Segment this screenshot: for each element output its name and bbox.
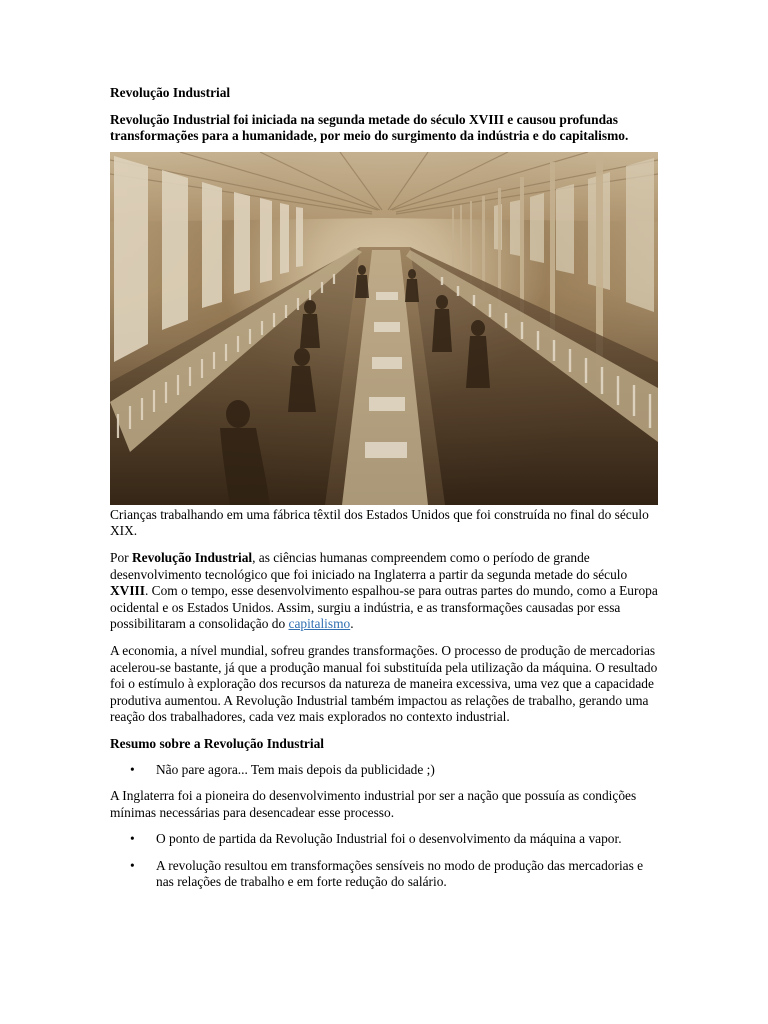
paragraph-economy: A economia, a nível mundial, sofreu grandes transformações. O processo de produção de mercadorias acelerou-se bastante, já que a produção manual foi substituída pela utilização da máquina. O resultado foi o estímulo à exploração dos recursos da natureza de maneira excessiva, uma vez que a capacidade produtiva aumentou. A Revolução Industrial também impactou as relações de trabalho, gerando uma reação dos trabalhadores, cada vez mais explorados no contexto industrial. (110, 642, 658, 725)
paragraph-england: A Inglaterra foi a pioneira do desenvolvimento industrial por ser a nação que possuía as condições mínimas necessárias para desencadear esse processo. (110, 788, 637, 820)
paragraph-definition-intro: Por (110, 549, 132, 565)
article-lead: Revolução Industrial foi iniciada na segunda metade do século XVIII e causou profundas transformações para a humanidade, por meio do surgimento da indústria e do capitalismo. (110, 111, 629, 144)
summary-list-second (110, 831, 658, 891)
list-item (110, 858, 658, 891)
term-century: XVIII (110, 583, 145, 599)
list-item (110, 831, 658, 848)
photo-caption: Crianças trabalhando em uma fábrica têxtil dos Estados Unidos que foi construída no final do século XIX. (110, 506, 649, 539)
document-page (110, 85, 658, 901)
capitalismo-link[interactable]: capitalismo (288, 616, 351, 632)
summary-heading: Resumo sobre a Revolução Industrial (110, 735, 325, 751)
term-revolucao-industrial: Revolução Industrial (131, 549, 253, 565)
list-item (110, 762, 658, 779)
paragraph-definition-body: , as ciências humanas compreendem como o período de grande desenvolvimento tecnológico que foi iniciado na Inglaterra a partir da segunda metade do século (110, 549, 628, 582)
paragraph-definition (110, 550, 658, 633)
textile-factory-photo (110, 152, 658, 505)
list-item-text: Não pare agora... Tem mais depois da publicidade ;) (156, 761, 435, 777)
list-item-text: A revolução resultou em transformações sensíveis no modo de produção das mercadorias e nas relações de trabalho e em forte redução do salário. (156, 857, 644, 890)
textile-factory-illustration (110, 152, 658, 505)
list-item-text: O ponto de partida da Revolução Industrial foi o desenvolvimento da máquina a vapor. (156, 831, 622, 847)
bullet-marker: • (130, 761, 135, 777)
summary-list-first (110, 762, 658, 779)
bullet-marker: • (130, 857, 135, 873)
paragraph-definition-end: . (350, 616, 354, 632)
article-title: Revolução Industrial (110, 85, 231, 100)
paragraph-definition-continuation: . Com o tempo, esse desenvolvimento espalhou-se para outras partes do mundo, como a Europa ocidental e os Estados Unidos. Assim, surgiu a indústria, e as transformações causadas por essa possibilitaram a consolidação do (110, 583, 658, 632)
bullet-marker: • (130, 831, 135, 847)
